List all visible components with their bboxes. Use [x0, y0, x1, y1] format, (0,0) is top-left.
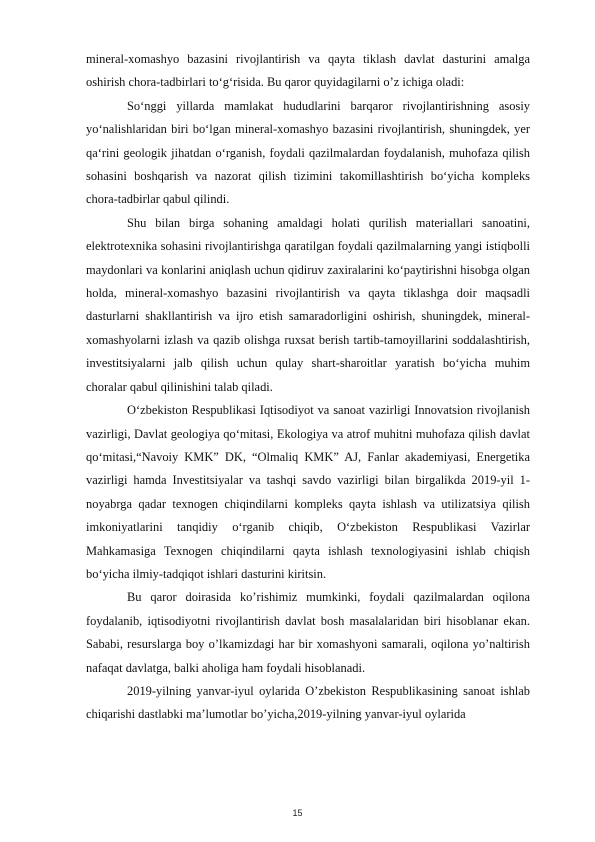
- page-number: 15: [292, 808, 303, 818]
- paragraph-4: Oʻzbekiston Respublikasi Iqtisodiyot va sanoat vazirligi Innovatsion rivojlanish vazirligi, Davlat geologiya qoʻmitasi, Ekologiya va atrof muhitni muhofaza qilish davlat qoʻmitasi,“Navoiy KMK” DK, “Olmaliq KMK” AJ, Fanlar akademiyasi, Energetika vazirligi hamda Investitsiyalar va tashqi savdo vazirligi bilan birgalikda 2019-yil 1-noyabrga qadar texnogen chiqindilarni kompleks qayta ishlash va utilizatsiya qilish imkoniyatlarini tanqidiy oʻrganib chiqib, Oʻzbekiston Respublikasi Vazirlar Mahkamasiga Texnogen chiqindilarni qayta ishlash texnologiyasini ishlab chiqish boʻyicha ilmiy-tadqiqot ishlari dasturini kiritsin.: [86, 403, 530, 581]
- paragraph-3: Shu bilan birga sohaning amaldagi holati qurilish materiallari sanoatini, elektrotexnika sohasini rivojlantirishga qaratilgan foydali qazilmalarning yangi istiqbolli maydonlari va konlarini aniqlash uchun qidiruv zaxiralarini koʻpaytirishni hisobga olgan holda, mineral-xomashyo bazasini rivojlantirish va qayta tiklashga doir maqsadli dasturlarni shakllantirish va ijro etish samaradorligini oshirish, shuningdek, mineral-xomashyolarni izlash va qazib olishga ruxsat berish tartib-tamoyillarini soddalashtirish, investitsiyalarni jalb qilish uchun qulay shart-sharoitlar yaratish boʻyicha muhim choralar qabul qilinishini talab qiladi.: [86, 215, 530, 394]
- paragraph-2: Soʻnggi yillarda mamlakat hududlarini barqaror rivojlantirishning asosiy yoʻnalishlaridan biri boʻlgan mineral-xomashyo bazasini rivojlantirish, shuningdek, yer qaʻrini geologik jihatdan oʻrganish, foydali qazilmalardan foydalanish, muhofaza qilish sohasini boshqarish va nazorat qilish tizimini takomillashtirish boʻyicha kompleks chora-tadbirlar qabul qilindi.: [86, 98, 530, 207]
- paragraph-5: Bu qaror doirasida ko’rishimiz mumkinki, foydali qazilmalardan oqilona foydalanib, iqtisodiyotni rivojlantirish davlat bosh masalalaridan biri hisoblanar ekan. Sababi, resurslarga boy o’lkamizdagi har bir xomashyoni samarali, oqilona yo’naltirish nafaqat davlatga, balki aholiga ham foydali hisoblanadi.: [86, 590, 530, 675]
- paragraph-1: mineral-xomashyo bazasini rivojlantirish va qayta tiklash davlat dasturini amalga oshirish chora-tadbirlari toʻgʻrisida. Bu qaror quyidagilarni o’z ichiga oladi:: [86, 52, 530, 90]
- paragraph-6: 2019-yilning yanvar-iyul oylarida O’zbekiston Respublikasining sanoat ishlab chiqarishi dastlabki ma’lumotlar bo’yicha,2019-yilning yanvar-iyul oylarida: [86, 683, 530, 722]
- document-page: [86, 48, 530, 727]
